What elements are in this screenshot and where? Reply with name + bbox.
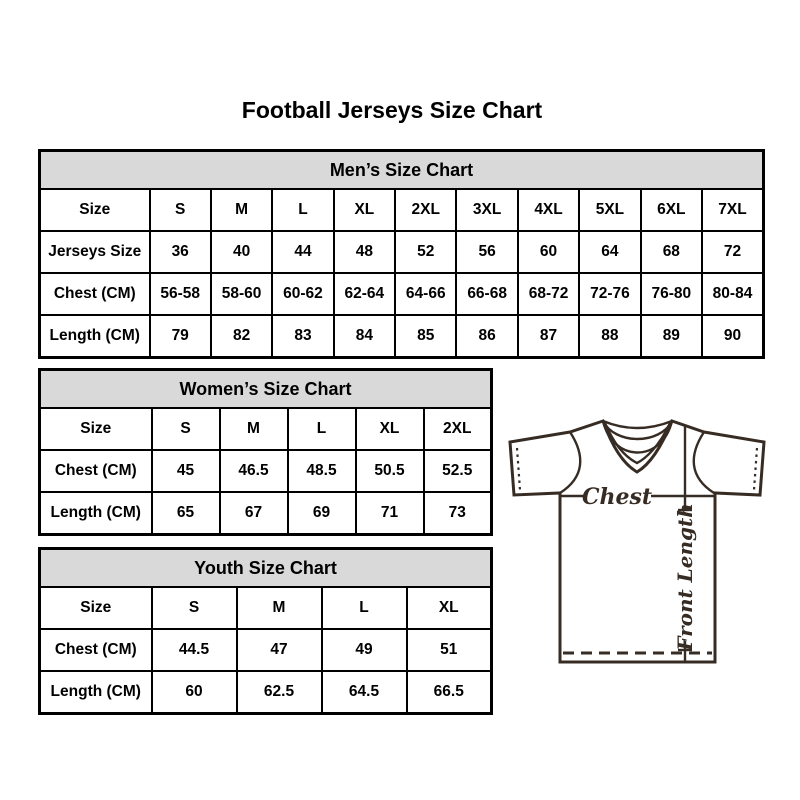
- value-cell: 66-68: [456, 273, 517, 315]
- value-cell: 58-60: [211, 273, 272, 315]
- value-cell: 64.5: [322, 671, 407, 714]
- row-label: Jerseys Size: [40, 231, 150, 273]
- row-label: Length (CM): [40, 315, 150, 358]
- value-cell: S: [150, 189, 211, 231]
- value-cell: 45: [152, 450, 220, 492]
- value-cell: 48: [334, 231, 395, 273]
- value-cell: 83: [272, 315, 333, 358]
- table-row: [40, 231, 764, 273]
- jersey-outline: [510, 421, 764, 662]
- value-cell: 68: [641, 231, 702, 273]
- value-cell: 7XL: [702, 189, 763, 231]
- value-cell: S: [152, 587, 237, 629]
- value-cell: 72: [702, 231, 763, 273]
- value-cell: 44: [272, 231, 333, 273]
- table-title-row: [40, 151, 764, 190]
- value-cell: 6XL: [641, 189, 702, 231]
- value-cell: 64: [579, 231, 640, 273]
- front-length-label: Front Length: [673, 503, 697, 651]
- value-cell: XL: [334, 189, 395, 231]
- table-row: [40, 189, 764, 231]
- value-cell: 80-84: [702, 273, 763, 315]
- value-cell: 60: [152, 671, 237, 714]
- value-cell: 51: [407, 629, 492, 671]
- value-cell: 73: [424, 492, 492, 535]
- value-cell: 65: [152, 492, 220, 535]
- value-cell: 71: [356, 492, 424, 535]
- value-cell: 3XL: [456, 189, 517, 231]
- value-cell: 66.5: [407, 671, 492, 714]
- value-cell: 76-80: [641, 273, 702, 315]
- value-cell: 82: [211, 315, 272, 358]
- value-cell: 5XL: [579, 189, 640, 231]
- value-cell: 68-72: [518, 273, 579, 315]
- value-cell: 40: [211, 231, 272, 273]
- left-armhole-seam: [560, 432, 580, 493]
- right-sleeve-stitch-line: [754, 448, 757, 490]
- page-title: Football Jerseys Size Chart: [241, 97, 543, 123]
- row-label: Length (CM): [40, 492, 152, 535]
- value-cell: M: [237, 587, 322, 629]
- value-cell: 69: [288, 492, 356, 535]
- value-cell: 86: [456, 315, 517, 358]
- value-cell: 56-58: [150, 273, 211, 315]
- value-cell: 60: [518, 231, 579, 273]
- womens-table-title: Women’s Size Chart: [40, 370, 492, 409]
- value-cell: 46.5: [220, 450, 288, 492]
- row-label: Length (CM): [40, 671, 152, 714]
- value-cell: 79: [150, 315, 211, 358]
- value-cell: S: [152, 408, 220, 450]
- value-cell: M: [211, 189, 272, 231]
- jersey-measurement-diagram: [505, 415, 773, 670]
- value-cell: 47: [237, 629, 322, 671]
- left-sleeve-stitch-line: [517, 448, 520, 490]
- value-cell: 52: [395, 231, 456, 273]
- table-row: [40, 492, 492, 535]
- value-cell: 62-64: [334, 273, 395, 315]
- value-cell: 36: [150, 231, 211, 273]
- value-cell: 52.5: [424, 450, 492, 492]
- value-cell: L: [288, 408, 356, 450]
- womens-size-chart-table: [38, 368, 493, 536]
- table-row: [40, 315, 764, 358]
- value-cell: 2XL: [424, 408, 492, 450]
- row-label: Size: [40, 189, 150, 231]
- value-cell: 67: [220, 492, 288, 535]
- value-cell: 48.5: [288, 450, 356, 492]
- table-title-row: [40, 549, 492, 588]
- row-label: Chest (CM): [40, 629, 152, 671]
- value-cell: 56: [456, 231, 517, 273]
- table-row: [40, 587, 492, 629]
- youth-table-title: Youth Size Chart: [40, 549, 492, 588]
- right-armhole-seam: [694, 432, 714, 493]
- value-cell: 60-62: [272, 273, 333, 315]
- value-cell: M: [220, 408, 288, 450]
- value-cell: L: [272, 189, 333, 231]
- value-cell: L: [322, 587, 407, 629]
- value-cell: 64-66: [395, 273, 456, 315]
- row-label: Chest (CM): [40, 273, 150, 315]
- table-row: [40, 450, 492, 492]
- chest-label: Chest: [581, 484, 653, 510]
- value-cell: 72-76: [579, 273, 640, 315]
- value-cell: 88: [579, 315, 640, 358]
- value-cell: XL: [356, 408, 424, 450]
- table-row: [40, 629, 492, 671]
- table-row: [40, 273, 764, 315]
- value-cell: 62.5: [237, 671, 322, 714]
- value-cell: 84: [334, 315, 395, 358]
- value-cell: 87: [518, 315, 579, 358]
- mens-table-title: Men’s Size Chart: [40, 151, 764, 190]
- mens-size-chart-table: [38, 149, 765, 359]
- value-cell: 89: [641, 315, 702, 358]
- value-cell: 85: [395, 315, 456, 358]
- value-cell: 2XL: [395, 189, 456, 231]
- youth-size-chart-table: [38, 547, 493, 715]
- value-cell: 50.5: [356, 450, 424, 492]
- table-row: [40, 408, 492, 450]
- value-cell: XL: [407, 587, 492, 629]
- table-row: [40, 671, 492, 714]
- value-cell: 49: [322, 629, 407, 671]
- value-cell: 90: [702, 315, 763, 358]
- row-label: Size: [40, 408, 152, 450]
- value-cell: 4XL: [518, 189, 579, 231]
- row-label: Size: [40, 587, 152, 629]
- value-cell: 44.5: [152, 629, 237, 671]
- row-label: Chest (CM): [40, 450, 152, 492]
- collar-arc: [603, 421, 672, 428]
- table-title-row: [40, 370, 492, 409]
